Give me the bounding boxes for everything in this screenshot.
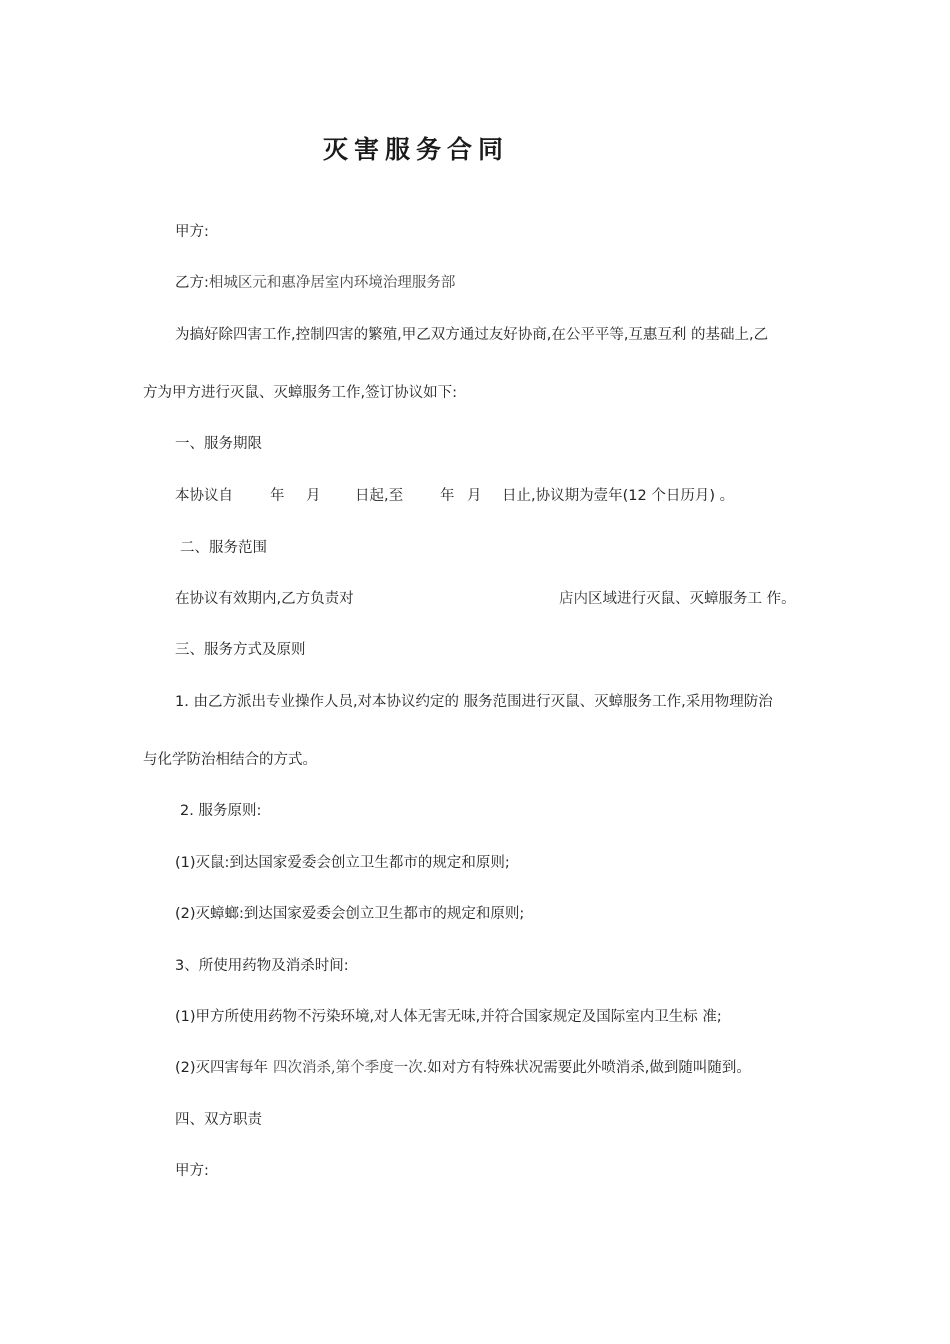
term-end-month: 月 — [467, 488, 482, 504]
section-3-item-2-1: (1)灭鼠:到达国家爱委会创立卫生都市的规定和原则; — [175, 855, 510, 871]
section-3-item-2: 2. 服务原则: — [180, 803, 262, 819]
section-3-item-1-line-1: 1. 由乙方派出专业操作人员,对本协议约定的 服务范围进行灭鼠、灭蟑服务工作,采用物理防治 — [175, 694, 773, 710]
section-3-item-1-line-2: 与化学防治相结合的方式。 — [143, 752, 317, 768]
party-a-label: 甲方: — [175, 224, 209, 240]
section-1-heading: 一、服务期限 — [175, 436, 262, 452]
section-3-item-3-2: (2)灭四害每年 四次消杀,第个季度一次.如对方有特殊状况需要此外喷消杀,做到随叫随到。 — [175, 1060, 751, 1076]
term-end-day: 日止,协议期为壹年(12 个日历月) 。 — [502, 488, 735, 504]
section-1-term-text — [175, 486, 735, 506]
section-2-scope-text — [175, 589, 796, 609]
section-2-heading: 二、服务范围 — [180, 540, 267, 556]
party-b-line — [175, 273, 455, 293]
intro-paragraph-line-2: 方为甲方进行灭鼠、灭蟑服务工作,签订协议如下: — [143, 385, 457, 401]
term-start-day: 日起,至 — [355, 488, 404, 504]
document-title: 灭害服务合同 — [323, 135, 510, 164]
section-4-party-a: 甲方: — [175, 1163, 209, 1179]
term-start-month: 月 — [306, 488, 321, 504]
term-prefix: 本协议自 — [175, 488, 233, 504]
party-b-label: 乙方: — [175, 275, 209, 291]
section-3-item-3: 3、所使用药物及消杀时间: — [175, 958, 349, 974]
party-b-name: 相城区元和惠净居室内环境治理服务部 — [208, 275, 456, 291]
section-4-heading: 四、双方职责 — [175, 1112, 262, 1128]
intro-paragraph-line-1: 为搞好除四害工作,控制四害的繁殖,甲乙双方通过友好协商,在公平平等,互惠互利 的基础上,乙 — [175, 327, 769, 343]
term-end-year: 年 — [440, 488, 455, 504]
scope-location: 店内区域进行灭鼠、灭蟑服务工 作。 — [559, 591, 796, 607]
section-3-heading: 三、服务方式及原则 — [175, 642, 306, 658]
term-start-year: 年 — [270, 488, 285, 504]
section-3-item-2-2: (2)灭蟑螂:到达国家爱委会创立卫生都市的规定和原则; — [175, 906, 525, 922]
scope-prefix: 在协议有效期内,乙方负责对 — [175, 591, 354, 607]
section-3-item-3-1: (1)甲方所使用药物不污染环境,对人体无害无味,并符合国家规定及国际室内卫生标 准; — [175, 1009, 722, 1025]
